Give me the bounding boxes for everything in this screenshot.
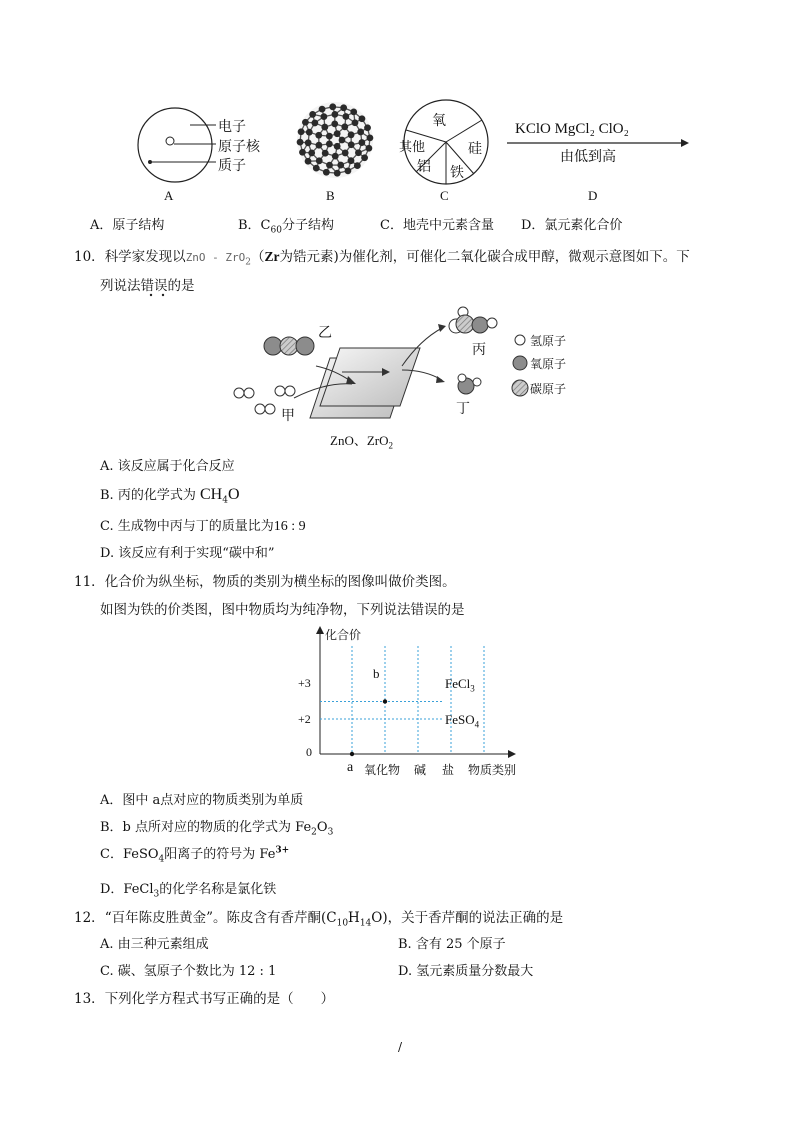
label-proton: 质子 (218, 158, 246, 174)
q11-valence-chart (290, 620, 530, 780)
label-jia: 甲 (281, 408, 295, 424)
c60-atom (350, 109, 357, 116)
proton-dot (148, 160, 152, 164)
q11-option-d: D．FeCl$_3$的化学名称是氯化铁 (100, 882, 277, 900)
q10-option-c: C. 生成物中丙与丁的质量比为16 : 9 (100, 519, 306, 534)
pie-sector-aluminum: 铝 (417, 159, 431, 175)
pie-sector-iron: 铁 (450, 165, 464, 181)
c60-atom (358, 139, 365, 146)
c60-atom (342, 113, 349, 120)
q10-option-d: D. 该反应有利于实现“碳中和” (100, 546, 275, 561)
chart-grid (320, 646, 484, 754)
c60-atom (305, 158, 312, 165)
c60-atom (331, 120, 338, 127)
c60-atom (331, 111, 338, 118)
q13-stem: 13．下列化学方程式书写正确的是（ ） (74, 991, 335, 1007)
c60-atom (354, 162, 361, 169)
c60-atom (323, 169, 330, 176)
c60-atom (326, 133, 333, 140)
q9-option-c: C．地壳中元素含量 (380, 218, 494, 233)
q12-option-a: A. 由三种元素组成 (100, 937, 209, 952)
c60-atom (340, 104, 347, 111)
c60-atom (298, 128, 305, 135)
x-tick-salt: 盐 (442, 763, 455, 777)
x-axis-title: 物质类别 (468, 763, 517, 777)
c60-atom (305, 139, 312, 146)
c60-atom (364, 124, 371, 131)
arrow-label: 由低到高 (560, 149, 616, 165)
c60-atom (308, 150, 315, 157)
y-tick-zero: 0 (306, 745, 312, 759)
c60-atom (311, 120, 318, 127)
q10-stem-line2: 列说法错误的是 (100, 278, 195, 294)
c60-atom (316, 142, 323, 149)
c60-atom (321, 113, 328, 120)
q9-option-b: B．$C_{60}$分子结构 (238, 218, 334, 236)
y-axis-arrow (316, 626, 324, 634)
figure-letter-c: C (440, 188, 449, 203)
point-b-label: b (373, 666, 380, 681)
page-mark: / (398, 1040, 403, 1054)
chart-points (350, 699, 387, 756)
legend-oxygen-icon (513, 356, 527, 370)
figure-b-c60-molecule (285, 96, 385, 186)
c60-atom (309, 111, 316, 118)
c60-atom (357, 129, 364, 136)
x-tick-base: 碱 (414, 763, 427, 777)
figure-letter-d: D (588, 188, 598, 203)
methanol-molecule (449, 307, 497, 333)
c60-atom (334, 170, 341, 177)
q11-option-c: C．FeSO$_4$阳离子的符号为 $Fe^{3+}$ (100, 845, 290, 865)
c60-atom (332, 153, 339, 160)
legend-hydrogen-label: 氢原子 (530, 334, 567, 348)
label-bing: 丙 (472, 342, 486, 358)
q9-option-d: D．氯元素化合价 (521, 218, 623, 233)
c60-atom (348, 157, 355, 164)
x-tick-oxide: 氧化物 (364, 763, 401, 777)
legend-hydrogen-icon (515, 335, 525, 345)
co2-molecule (264, 337, 314, 355)
c60-atom (306, 129, 313, 136)
c60-atom (348, 131, 355, 138)
c60-atom (339, 137, 346, 144)
q11-option-a: A．图中 a点对应的物质类别为单质 (100, 793, 304, 808)
legend-carbon-icon (512, 380, 528, 396)
c60-atom (326, 141, 333, 148)
q11-option-b: B．b 点所对应的物质的化学式为 $Fe_2O_3$ (100, 820, 334, 838)
q11-stem-line1: 11．化合价为纵坐标，物质的类别为横坐标的图像叫做价类图。 (74, 574, 456, 590)
figure-letter-b: B (326, 188, 335, 203)
pie-sector-silicon: 硅 (468, 141, 482, 157)
q11-stem-line2: 如图为铁的价类图，图中物质均为纯净物，下列说法错误的是 (100, 602, 465, 618)
chart-point-b (383, 699, 387, 703)
c60-atom (326, 162, 333, 169)
c60-atom (313, 165, 320, 172)
q10-stem-line1: 10．科学家发现以ZnO - ZrO$_2$（Zr为锆元素)为催化剂，可催化二氧化碳合成甲醇，微观示意图如下。下 (74, 249, 690, 268)
c60-atom (319, 106, 326, 113)
label-yi: 乙 (318, 325, 332, 341)
c60-atom (352, 119, 359, 126)
c60-atom (337, 162, 344, 169)
atom-outer-circle (138, 108, 212, 182)
legend-oxygen-label: 氧原子 (530, 357, 567, 371)
feso4-label: FeSO$_4$ (445, 712, 480, 730)
c60-atom (341, 123, 348, 130)
c60-atom (367, 134, 374, 141)
pie-sector-oxygen: 氧 (432, 113, 446, 129)
c60-atom (321, 124, 328, 131)
label-ding: 丁 (456, 401, 470, 417)
q12-option-c: C. 碳、氢原子个数比为 12 : 1 (100, 964, 277, 979)
c60-atom (297, 139, 304, 146)
q12-stem: 12．“百年陈皮胜黄金”。陈皮含有香芹酮$(C_{10}H_{14}O)$，关于香芹酮的说法正确的是 (74, 910, 564, 929)
c60-atom (348, 141, 355, 148)
c60-atom (366, 145, 373, 152)
q10-option-a: A. 该反应属于化合反应 (100, 459, 235, 474)
nucleus-circle (166, 137, 174, 145)
y-tick-plus3: +3 (298, 676, 311, 690)
emphasis-dots (148, 292, 168, 298)
label-nucleus: 原子核 (218, 139, 260, 155)
catalyst-label: ZnO、ZrO$_2$ (330, 433, 393, 451)
c60-atom (355, 149, 362, 156)
chlorine-compounds: KClO MgCl₂ ClO₂ (515, 121, 629, 137)
c60-atom (345, 167, 352, 174)
c60-atom (299, 149, 306, 156)
c60-atom (361, 154, 368, 161)
water-molecule (458, 374, 481, 394)
c60-atom (322, 150, 329, 157)
chart-y-title: 化合价 (325, 628, 362, 642)
legend-carbon-label: 碳原子 (530, 382, 567, 396)
q12-option-b: B. 含有 25 个原子 (398, 937, 506, 952)
catalyst-plate-front (320, 348, 420, 406)
q9-option-a: A．原子结构 (90, 218, 165, 233)
c60-atom (342, 150, 349, 157)
figure-letter-a: A (164, 188, 174, 203)
chart-point-a (350, 752, 354, 756)
c60-atom (359, 115, 366, 122)
q10-option-b: B. 丙的化学式为 $CH_4O$ (100, 486, 240, 506)
x-tick-a: a (347, 760, 354, 775)
c60-atom (334, 130, 341, 137)
c60-atom (316, 157, 323, 164)
x-axis-arrow (508, 750, 516, 758)
c60-atom (302, 119, 309, 126)
label-electron: 电子 (218, 119, 246, 135)
y-tick-plus2: +2 (298, 712, 311, 726)
c60-atom (315, 132, 322, 139)
pie-sector-other: 其他 (399, 140, 426, 155)
c60-atom (329, 103, 336, 110)
fecl3-label: FeCl$_3$ (445, 676, 475, 694)
q12-option-d: D. 氢元素质量分数最大 (398, 964, 534, 979)
c60-atom (334, 143, 341, 150)
